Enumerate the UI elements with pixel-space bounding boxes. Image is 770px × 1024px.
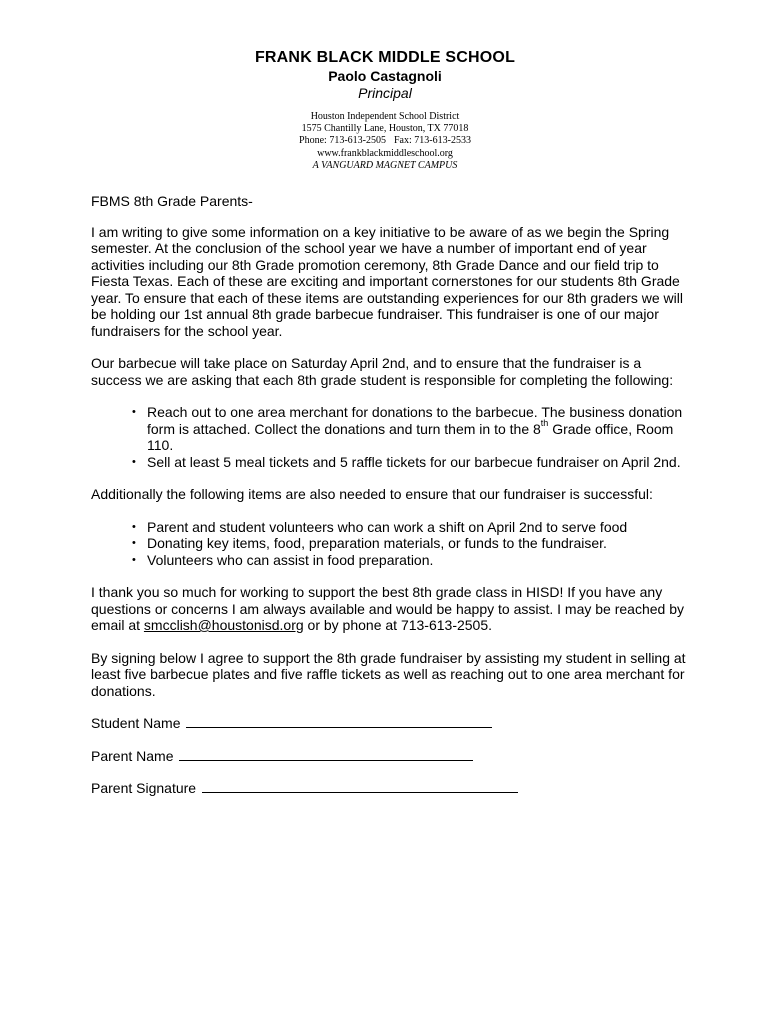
need-3-text: Volunteers who can assist in food preparation. [147,551,434,568]
need-1-text: Parent and student volunteers who can work a shift on April 2nd to serve food [147,518,628,535]
parent-signature-field[interactable] [202,779,518,793]
ordinal-suffix: th [540,417,549,428]
phone: Phone: 713-613-2505 [299,135,386,147]
letter-body [91,193,691,812]
list-item [91,404,691,454]
need-2-text: Donating key items, food, preparation materials, or funds to the fundraiser. [147,535,607,551]
thanks-paragraph [91,584,691,634]
list-item [91,535,691,552]
bullet-icon: • [132,553,136,566]
list-item [91,519,691,536]
task-1-text-end: Grade office, Room 110. [147,420,674,453]
campus-tagline: A VANGUARD MAGNET CAMPUS [312,159,458,171]
principal-name: Paolo Castagnoli [328,68,442,84]
additional-paragraph: Additionally the following items are also needed to ensure that our fundraiser is successful: [91,486,653,502]
phone-fax-line [0,135,770,147]
student-name-label: Student Name [91,715,181,731]
list-item [91,454,691,471]
agreement-paragraph: By signing below I agree to support the 8th grade fundraiser by assisting my student in selling at least five barbecue plates and five raffle tickets as well as reaching out to one area merchant for donations. [91,649,686,699]
bullet-icon: • [132,406,136,418]
student-name-line [91,714,691,731]
parent-name-line [91,747,691,764]
task-1-text: Reach out to one area merchant for donations to the barbecue. The business donation form is attached. Collect the donations and turn them in to the 8 [147,404,683,437]
greeting: FBMS 8th Grade Parents- [91,193,253,209]
student-task-list [91,404,691,470]
bullet-icon: • [132,537,136,549]
letterhead [0,48,770,172]
contact-block [0,111,770,172]
student-name-field[interactable] [186,714,492,728]
school-name: FRANK BLACK MIDDLE SCHOOL [254,49,516,66]
thanks-text-end: or by phone at 713-613-2505. [303,617,493,633]
parent-name-field[interactable] [179,747,473,761]
email-link[interactable]: smcclish@houstonisd.org [143,617,304,633]
task-2-text: Sell at least 5 meal tickets and 5 raffle tickets for our barbecue fundraiser on April 2nd. [147,453,681,470]
barbecue-paragraph: Our barbecue will take place on Saturday April 2nd, and to ensure that the fundraiser is a success we are asking that each 8th grade student is responsible for completing the following: [91,355,674,388]
district: Houston Independent School District [310,111,460,122]
parent-signature-line [91,779,691,796]
list-item [91,552,691,569]
address: 1575 Chantilly Lane, Houston, TX 77018 [301,123,469,135]
parent-name-label: Parent Name [91,747,174,764]
principal-title: Principal [358,85,412,101]
thanks-text: I thank you so much for working to support the best 8th grade class in HISD! If you have any questions or concerns I am always available and would be happy to assist. I may be reached by email at [91,584,684,633]
bullet-icon: • [132,455,136,468]
fax: Fax: 713-613-2533 [394,135,471,147]
website: www.frankblackmiddleschool.org [317,147,453,159]
bullet-icon: • [132,520,136,533]
intro-paragraph: I am writing to give some information on a key initiative to be aware of as we begin the Spring semester. At the conclusion of the school year we have a number of important end of year activities including our 8th Grade promotion ceremony, 8th Grade Dance and our field trip to Fiesta Texas. Each of these are exciting and important cornerstones for our students 8th Grade year. To ensure that each of these items are outstanding experiences for our 8th graders we will be holding our 1st annual 8th grade barbecue fundraiser. This fundraiser is one of our major fundraisers for the school year. [91,223,683,339]
parent-signature-label: Parent Signature [91,780,197,796]
needs-list [91,519,691,569]
